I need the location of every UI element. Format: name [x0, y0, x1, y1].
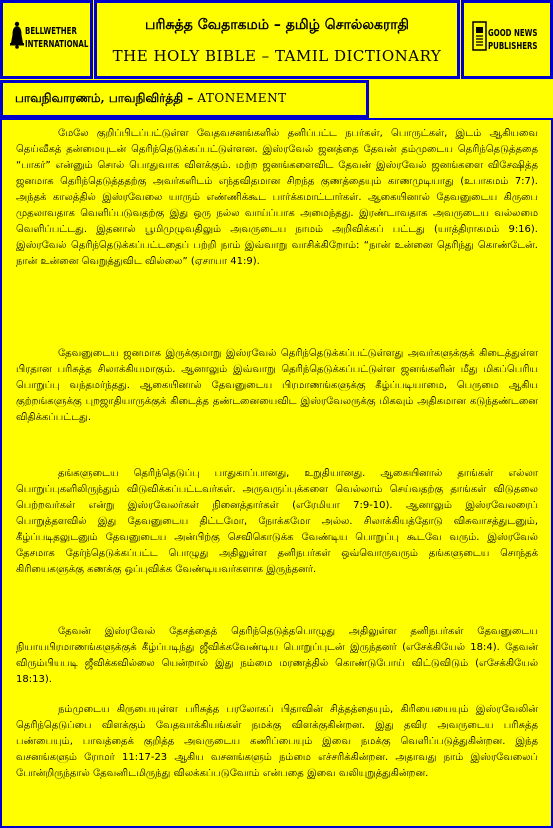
paragraph-3: தங்களுடைய தெரிந்தெடுப்பு பாதுகாப்பானது, உறுதியானது. ஆகையினால் தாங்கள் எல்லா பொறுப்புகளிலிருந்தும் விடுவிக்கப்பட்டவர்கள். அருவருப்புக்களை வெல்லாம் செய்வதற்கு தாங்கள் விடுதலை பெற்றவர்கள் என்று இஸ்ரவேலர்கள் நினைத்தார்கள் (எரேமியா 7:9-10). ஆனாலும் இஸ்ரவேலரைப் பொறுத்தளவில் இது தேவனுடைய திட்டமோ, நோக்கமோ அல்ல. சிலாக்கியத்தோடு விசுவாசத்துடனும், கீழ்ப்படிதலுடனும் தேவனுடைய அன்பிற்கு செவிகொடுக்க வேண்டிய பொறுப்பு கூடவே வரும். இஸ்ரவேல் தேசமாக தேர்ந்தெடுக்கப்பட்ட பொழுது அதிலுள்ள தனிநபர்கள் ஒவ்வொருவரும் தங்களுடைய சொந்தக் கிரியைகளுக்கு கணக்கு ஒப்புவிக்க வேண்டியவர்களாக இருந்தனர். [16, 468, 538, 575]
paragraph-5: நம்முடைய கிருபையுள்ள பரிசுத்த பரலோகப் பிதாவின் சித்தத்தையும், கிரியையையும் இஸ்ரவேலின் தெரிந்தெடுப்பை விளக்கும் வேதவாக்கியங்கள் நமக்கு விளக்குகின்றன. இது தவிர அவருடைய பரிசுத்த பண்பையும், பாவத்தைக் குறித்த அவருடைய கணிப்பையும் இவை நமக்கு வெளிப்படுத்துகின்றன. இந்த வசனங்களும் ரோமர் 11:17-23 ஆகிய வசனங்களும் நம்மை எச்சரிக்கின்றன. அதாவது நாம் இஸ்ரவேலைப் போன்றிருந்தால் தேவனிடமிருந்து விலக்கப்படுவோம் என்பதை இவை வலியுறுத்துகின்றன. [16, 704, 538, 779]
entry-heading-separator: – [183, 91, 198, 105]
good-news-logo-text [488, 27, 537, 53]
title-banner [94, 0, 460, 79]
good-news-logo [461, 0, 553, 79]
entry-heading-box [0, 80, 369, 118]
logo-right-line2: PUBLISHERS [488, 41, 538, 52]
entry-heading-tamil: பாவநிவாரணம், பாவநிவிர்த்தி [15, 91, 184, 105]
entry-heading-english: ATONEMENT [197, 91, 287, 105]
paragraph-1: மேலே குறிப்பிடப்பட்டுள்ள வேதவசனங்களில் தனிப்பட்ட நபர்கள், பொருட்கள், இடம் ஆகியவை தெய்வீகத் தன்மையுடன் தெரிந்தெடுக்கப்பட்டுள்ளன. இஸ்ரவேல் ஜனத்தை தேவன் தம்முடைய தெரிந்தெடுத்ததை “பாகர்” என்னும் சொல் பொதுவாக விளக்கும். மற்ற ஜனங்களைவிட தேவன் இஸ்ரவேல் ஜனங்களை விசேஷித்த ஜனமாக தெரிந்தெடுத்ததற்கு அவர்களிடம் எந்தவிதமான சிறந்த குணத்தையும் காணமுடியாது (உபாகமம் 7:7). அந்தக் காலத்தில் இஸ்ரவேலை யாரும் எண்ணிக்கூட பார்க்கமாட்டார்கள். ஆகையினால் தேவனுடைய கிருபை முதலாவதாக வெளிப்படுவதற்கு இது ஒரு நல்ல வாய்ப்பாக அமைந்தது. இரண்டாவதாக அவருடைய வல்லமை வெளிப்பட்டது. இதனால் பூமிமுழுவதிலும் அவருடைய நாமம் அறிவிக்கப் பட்டது (யாத்திராகமம் 9:16). இஸ்ரவேல் தெரிந்தெடுக்கப்பட்டதைப் பற்றி நாம் இவ்வாறு வாசிக்கிறோம்: “நான் உன்னை தெரிந்து கொண்டேன். நான் உன்னை வெறுத்துவிட வில்லை” (ஏசாயா 41:9). [16, 128, 538, 267]
article-body [0, 118, 553, 828]
bell-icon [10, 21, 24, 49]
paragraph-4: தேவன் இஸ்ரவேல் தேசத்தைத் தெரிந்தெடுத்தபொழுது அதிலுள்ள தனிநபர்கள் தேவனுடைய நியாயபிரமாணங்களுக்குக் கீழ்ப்படிந்து ஜீவிக்கவேண்டிய பொறுப்புடன் இருந்தனர் (எசேக்கியேல் 18:4). தேவன் விரும்பியபடி ஜீவிக்கவில்லை யென்றால் இது நம்மை மரணத்தில் கொண்டுபோய் விட்டுவிடும் (எசேக்கியேல் 18:13). [16, 626, 538, 685]
title-english: THE HOLY BIBLE – TAMIL DICTIONARY [112, 47, 442, 65]
bellwether-logo [0, 0, 93, 79]
entry-heading [15, 91, 287, 107]
newspaper-icon [472, 21, 487, 51]
paragraph-2: தேவனுடைய ஜனமாக இருக்குமாறு இஸ்ரவேல் தெரிந்தெடுக்கப்பட்டுள்ளது அவர்களுக்குக் கிடைத்துள்ள பிரதான பரிசுத்த சிலாக்கியமாகும். ஆனாலும் இவ்வாறு தெரிந்தெடுக்கப்பட்டுள்ள ஜனங்களின் மீது மிகப்பெரிய பொறுப்பு வந்தமர்ந்தது. ஆகையினால் தேவனுடைய பிரமாணங்களுக்கு கீழ்ப்படியாமை, பெருமை ஆகிய குற்றங்களுக்கு புறஜாதியாருக்குக் கிடைத்த தண்டனையைவிட இஸ்ரவேலருக்கு மிகவும் அதிகமான கடுந்தண்டனை விதிக்கப்பட்டது. [16, 348, 538, 423]
logo-left-line2: INTERNATIONAL [25, 39, 89, 50]
title-tamil: பரிசுத்த வேதாகமம் – தமிழ் சொல்லகராதி [145, 17, 409, 33]
bellwether-logo-text [25, 25, 88, 51]
logo-right-line1: GOOD NEWS [488, 28, 538, 39]
logo-left-line1: BELLWETHER [25, 26, 77, 37]
